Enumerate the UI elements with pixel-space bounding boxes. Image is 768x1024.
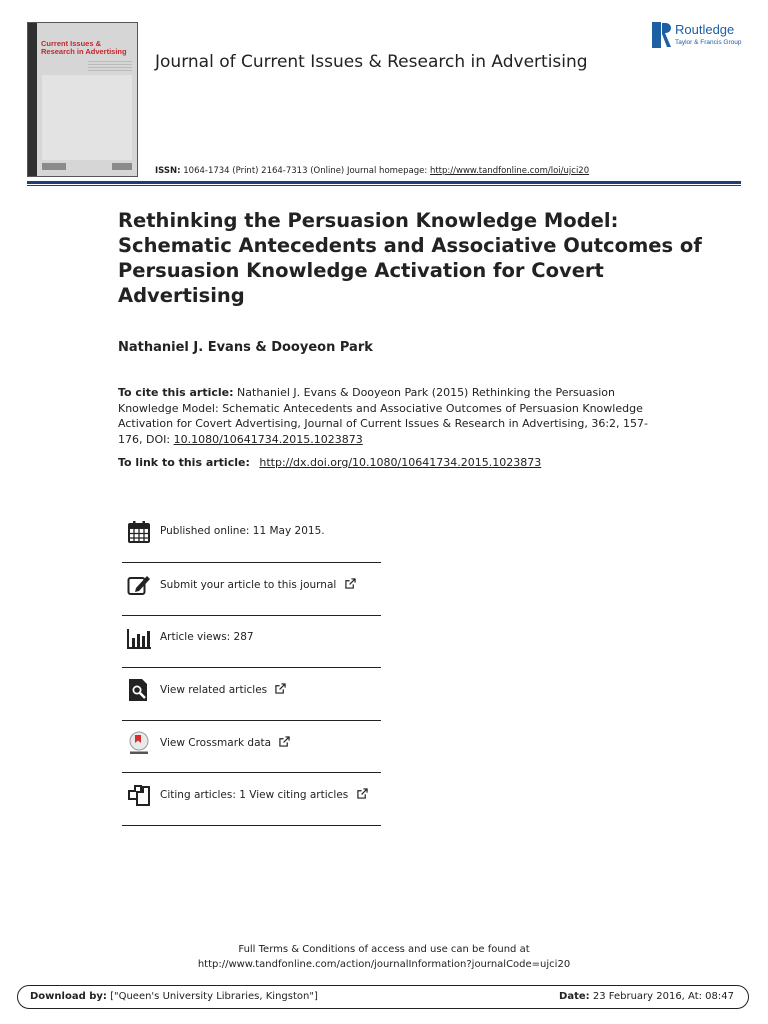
article-doi-link[interactable]: http://dx.doi.org/10.1080/10641734.2015.1023873 [259,456,542,469]
related-articles-row[interactable] [122,668,381,721]
download-info-bar [17,985,749,1009]
external-link-icon [275,683,286,694]
citation-doi-link[interactable]: 10.1080/10641734.2015.1023873 [173,432,363,446]
citing-articles-link[interactable] [160,788,368,801]
search-document-icon [127,678,151,702]
terms-notice [0,942,768,972]
publisher-logo [652,22,752,50]
citation-block [118,385,658,447]
external-link-icon [345,578,356,589]
crossmark-row[interactable] [122,721,381,774]
journal-title: Journal of Current Issues & Research in Advertising [155,52,588,72]
submit-article-link[interactable] [160,578,356,591]
external-link-icon [357,788,368,799]
publisher-name: Routledge [675,22,735,37]
external-link-icon [279,736,290,747]
calendar-icon [127,520,151,544]
cover-logo [42,163,66,170]
cover-text-lines [88,61,132,73]
article-views-text: Article views: 287 [160,630,254,643]
journal-homepage-link[interactable]: http://www.tandfonline.com/loi/ujci20 [429,166,590,176]
cover-title: Current Issues & Research in Advertising [41,39,127,56]
citing-articles-icon [127,783,151,807]
crossmark-link[interactable] [160,736,290,749]
cover-panel [42,75,132,160]
download-by-value: ["Queen's University Libraries, Kingston"] [110,991,318,1002]
article-authors: Nathaniel J. Evans & Dooyeon Park [118,340,373,355]
article-link-line [118,456,541,469]
header-divider-thin [27,185,741,186]
download-by [30,991,318,1002]
related-articles-label: View related articles [160,684,268,696]
routledge-logo-icon [652,22,672,48]
bar-chart-icon [127,626,151,650]
article-title: Rethinking the Persuasion Knowledge Model: Schematic Antecedents and Associative Outcomes of Persuasion Knowledge Activation for Covert Advertising [118,209,702,307]
cover-publisher-logo [112,163,132,170]
publisher-subtitle: Taylor & Francis Group [675,39,742,46]
download-date-value: 23 February 2016, At: 08:47 [592,991,734,1002]
download-by-label: Download by: [30,991,107,1002]
citing-articles-row[interactable] [122,773,381,826]
submit-article-label: Submit your article to this journal [160,579,337,591]
article-link-label: To link to this article: [118,456,250,469]
issn-label: ISSN: [155,166,181,176]
article-views-row [122,616,381,669]
issn-text: 1064-1734 (Print) 2164-7313 (Online) Journal homepage: [183,166,428,176]
journal-cover-image [27,22,138,177]
submit-article-row[interactable] [122,563,381,616]
terms-url[interactable]: http://www.tandfonline.com/action/journalInformation?journalCode=ujci20 [197,959,571,970]
published-online-text: Published online: 11 May 2015. [160,525,325,537]
related-articles-link[interactable] [160,683,286,696]
crossmark-label: View Crossmark data [160,736,272,749]
issn-line [155,166,589,176]
published-online-row [122,510,381,563]
citing-articles-label: Citing articles: 1 View citing articles [160,789,349,801]
citation-text: Nathaniel J. Evans & Dooyeon Park (2015) Rethinking the Persuasion Knowledge Model: Schematic Antecedents and Associative Outcomes of Persuasion Knowledge Activation for Covert Advertising, Journal of Current Issues & Research in Advertising, 36:2, 157-176, DOI: [118,386,648,446]
terms-line-1: Full Terms & Conditions of access and use can be found at [238,944,530,955]
download-date [559,991,734,1002]
citation-label: To cite this article: [118,386,234,399]
header-divider [27,181,741,184]
cover-spine [28,23,37,176]
crossmark-icon [127,731,151,755]
article-info-list [122,510,381,826]
download-date-label: Date: [559,991,590,1002]
edit-icon [127,573,151,597]
